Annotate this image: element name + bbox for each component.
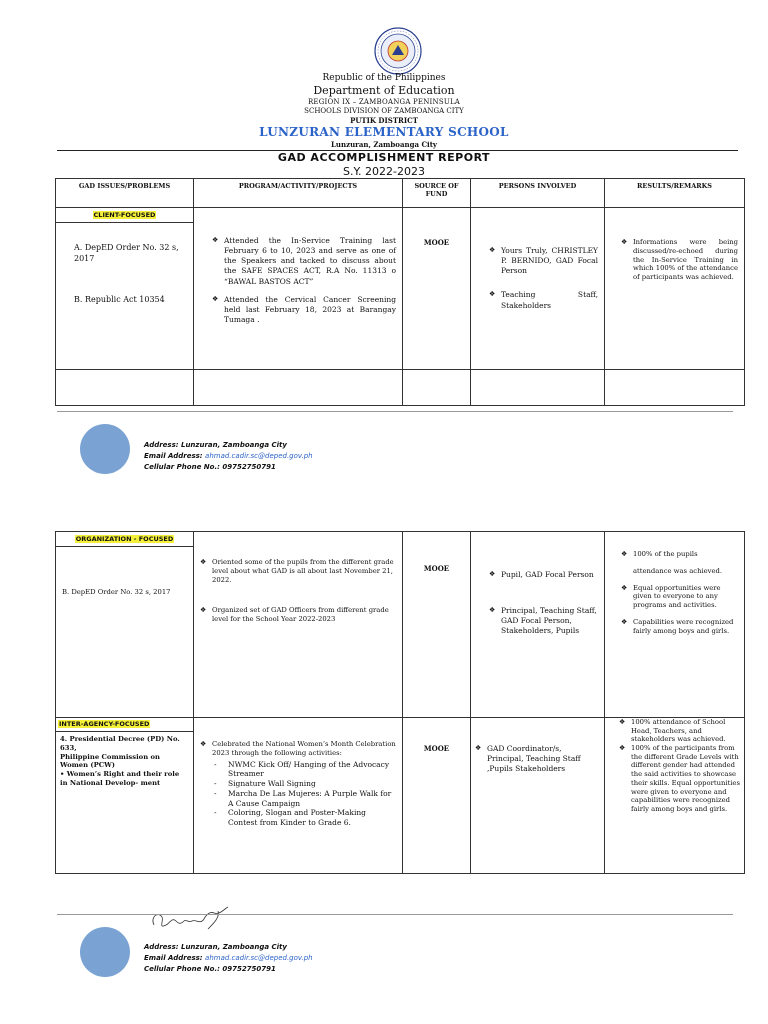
result-item: ❖ 100% attendance of School Head, Teachers, and stakeholders was achieved. <box>619 718 740 744</box>
interagency-persons-cell <box>471 718 605 874</box>
col-header-persons: PERSONS INVOLVED <box>471 179 605 208</box>
person-item: ❖ Principal, Teaching Staff, GAD Focal Person, Stakeholders, Pupils <box>489 606 598 636</box>
issue-pcw: Philippine Commission on Women (PCW) <box>60 752 160 770</box>
client-persons-cell <box>471 208 605 370</box>
program-item <box>200 740 396 758</box>
result-item <box>621 550 738 576</box>
person-item: ❖ Yours Truly, CHRISTLEY P. BERNIDO, GAD Focal Person <box>489 246 598 276</box>
footer-contact <box>144 942 313 975</box>
footer-divider <box>57 411 733 412</box>
footer-divider <box>57 914 733 915</box>
org-persons-cell <box>471 532 605 718</box>
issue-deped-order-org: B. DepED Order No. 32 s, 2017 <box>62 588 171 596</box>
empty-cell <box>471 370 605 406</box>
footer-email-label: Email Address: <box>144 954 206 962</box>
fund-mooe: MOOE <box>423 564 450 573</box>
empty-cell <box>56 370 194 406</box>
activity-item: - Signature Wall Signing <box>214 779 396 789</box>
footer-address: Address: Lunzuran, Zamboanga City <box>144 441 287 449</box>
organization-focused-label: ORGANIZATION - FOCUSED <box>75 535 174 543</box>
footer-address: Address: Lunzuran, Zamboanga City <box>144 943 287 951</box>
school-name: LUNZURAN ELEMENTARY SCHOOL <box>259 125 509 139</box>
activity-item: - Marcha De Las Mujeres: A Purple Walk for A Cause Campaign <box>214 789 396 809</box>
footer-email-label: Email Address: <box>144 452 206 460</box>
activity-list <box>214 760 396 828</box>
client-issues-cell <box>56 208 194 370</box>
issue-pd-633: 4. Presidential Decree (PD) No. 633, <box>60 735 180 752</box>
deped-seal-logo <box>374 27 422 75</box>
district-line: PUTIK DISTRICT <box>350 116 418 125</box>
interagency-issues-cell <box>56 718 194 874</box>
footer-phone: Cellular Phone No.: 09752750791 <box>144 965 276 973</box>
interagency-program-cell <box>194 718 403 874</box>
interagency-fund-cell <box>403 718 471 874</box>
footer-email-link[interactable]: ahmad.cadir.sc@deped.gov.ph <box>205 954 313 962</box>
activity-item: - Coloring, Slogan and Poster-Making Contest from Kinder to Grade 6. <box>214 808 396 828</box>
footer-contact <box>144 440 313 473</box>
republic-line: Republic of the Philippines <box>322 73 446 83</box>
department-line: Department of Education <box>313 84 455 97</box>
issue-womens-right: • Women’s Right and their role in National Develop- ment <box>60 770 180 788</box>
gad-report-table-2 <box>55 531 745 874</box>
activity-item: - NWMC Kick Off/ Hanging of the Advocacy Streamer <box>214 760 396 780</box>
gad-report-table-1 <box>55 178 745 406</box>
division-line: SCHOOLS DIVISION OF ZAMBOANGA CITY <box>304 107 464 115</box>
interagency-results-cell <box>605 718 745 874</box>
col-header-program: PROGRAM/ACTIVITY/PROJECTS <box>194 179 403 208</box>
result-item: ❖ 100% of the participants from the different Grade Levels with different gender had attended the said activities to showcase their skills. Equal opportunities were given to everyone and capabilities were recognized fairly among boys and girls. <box>619 744 740 814</box>
org-results-cell <box>605 532 745 718</box>
fund-mooe: MOOE <box>423 238 450 247</box>
issue-deped-order: A. DepED Order No. 32 s, 2017 <box>74 243 179 263</box>
empty-cell <box>194 370 403 406</box>
footer-email-link[interactable]: ahmad.cadir.sc@deped.gov.ph <box>205 452 313 460</box>
org-issues-cell <box>56 532 194 718</box>
program-item: ❖ Oriented some of the pupils from the different grade level about what GAD is all about last November 21, 2022. <box>200 558 396 584</box>
client-fund-cell <box>403 208 471 370</box>
org-program-cell <box>194 532 403 718</box>
empty-cell <box>605 370 745 406</box>
footer-logo-circle <box>80 424 130 474</box>
org-fund-cell <box>403 532 471 718</box>
signature-drawing <box>148 903 238 939</box>
program-item: ❖ Attended the Cervical Cancer Screening held last February 18, 2023 at Barangay Tumaga . <box>212 295 396 325</box>
school-address: Lunzuran, Zamboanga City <box>331 140 437 149</box>
person-item: ❖ Pupil, GAD Focal Person <box>489 570 598 580</box>
result-item: ❖ Equal opportunities were given to everyone to any programs and activities. <box>621 584 738 610</box>
report-title: GAD ACCOMPLISHMENT REPORT <box>277 151 491 164</box>
program-intro: Celebrated the National Women’s Month Celebration 2023 through the following activities: <box>212 740 396 757</box>
result-item: ❖ Capabilities were recognized fairly among boys and girls. <box>621 618 738 636</box>
person-item: ❖ GAD Coordinator/s, Principal, Teaching Staff ,Pupils Stakeholders <box>475 744 598 774</box>
col-header-results: RESULTS/REMARKS <box>605 179 745 208</box>
col-header-fund: SOURCE OF FUND <box>403 179 471 208</box>
program-item: ❖ Organized set of GAD Officers from different grade level for the School Year 2022-2023 <box>200 606 396 624</box>
client-program-cell <box>194 208 403 370</box>
footer-phone: Cellular Phone No.: 09752750791 <box>144 463 276 471</box>
result-line: ❖ 100% of the pupils <box>633 550 698 558</box>
client-results-cell <box>605 208 745 370</box>
result-line: attendance was achieved. <box>633 566 723 575</box>
client-focused-label: CLIENT-FOCUSED <box>93 211 156 219</box>
person-item: ❖ Teaching Staff, Stakeholders <box>489 290 598 310</box>
interagency-focused-label: INTER-AGENCY-FOCUSED <box>59 720 150 728</box>
footer-logo-circle <box>80 927 130 977</box>
program-item: ❖ Attended the In-Service Training last February 6 to 10, 2023 and serve as one of the Speakers and tacked to discuss about the SAFE SPACES ACT, R.A No. 11313 o “BAWAL BASTOS ACT” <box>212 236 396 287</box>
fund-mooe: MOOE <box>423 744 450 753</box>
col-header-issues: GAD ISSUES/PROBLEMS <box>56 179 194 208</box>
result-item: ❖ Informations were being discussed/re-echoed during the In-Service Training in which 100% of the attendance of participants was achieved. <box>621 238 738 282</box>
empty-cell <box>403 370 471 406</box>
region-line: REGION IX – ZAMBOANGA PENINSULA <box>307 98 461 106</box>
school-year: S.Y. 2022-2023 <box>343 165 425 178</box>
issue-ra-10354: B. Republic Act 10354 <box>74 294 165 304</box>
